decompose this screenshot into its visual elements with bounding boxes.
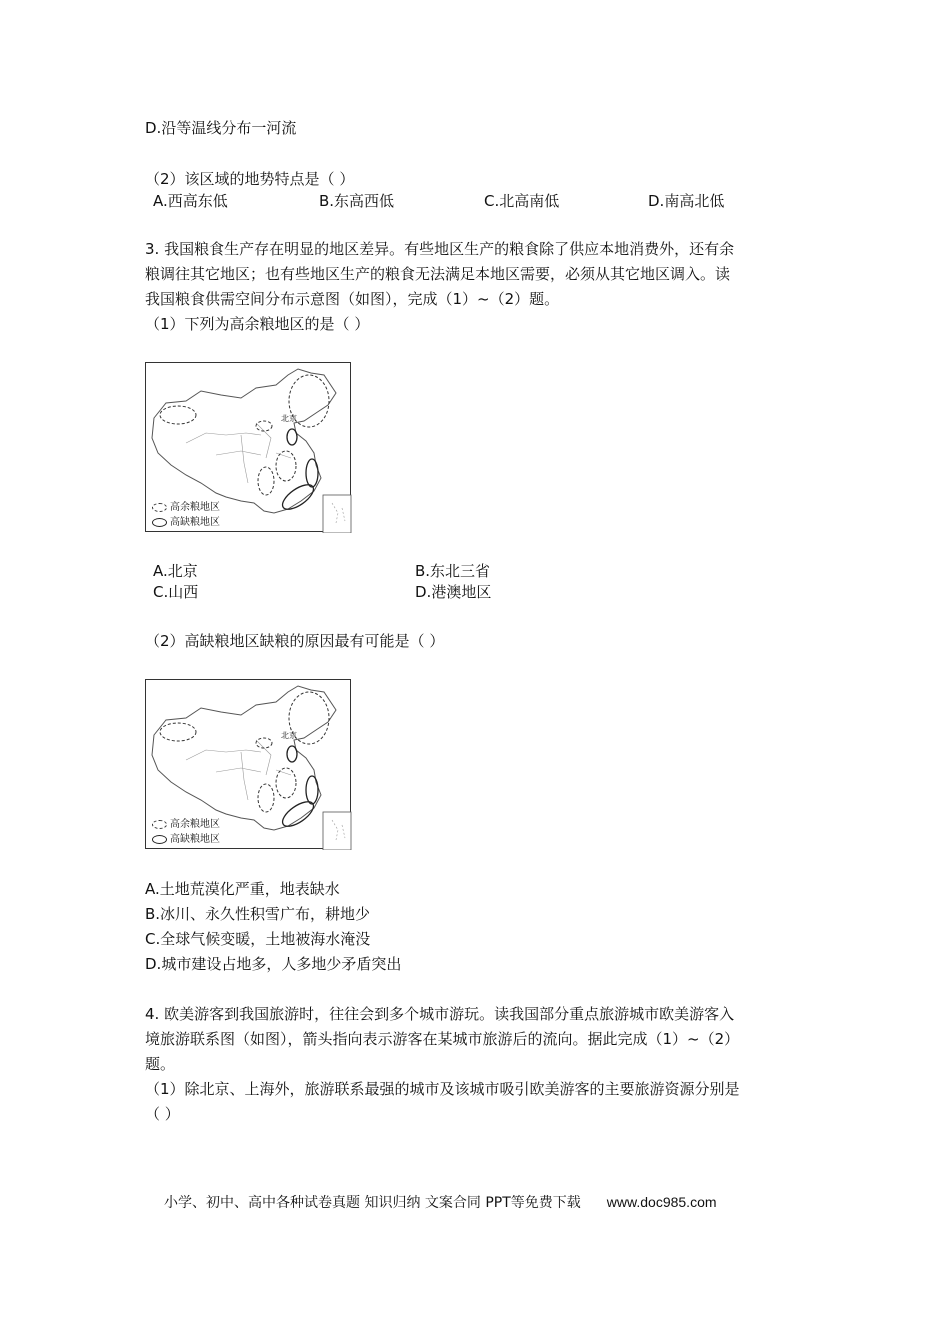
option-d-river: D.沿等温线分布一河流 (145, 119, 297, 137)
q4-sub1-line-2: （ ） (145, 1105, 180, 1123)
q3-sub1-option-d: D.港澳地区 (415, 583, 492, 601)
q3-sub2-option-c: C.全球气候变暖，土地被海水淹没 (145, 930, 371, 948)
footer-url[interactable]: www.doc985.com (606, 1194, 717, 1210)
q3-stem-line-1: 3. 我国粮食生产存在明显的地区差异。有些地区生产的粮食除了供应本地消费外，还有余 (145, 240, 735, 258)
q2-option-c: C.北高南低 (484, 192, 560, 210)
footer-text: 小学、初中、高中各种试卷真题 知识归纳 文案合同 PPT等免费下载 (164, 1195, 581, 1211)
q2-option-d: D.南高北低 (648, 192, 725, 210)
solid-oval-icon (152, 518, 167, 527)
legend-deficit-label: 高缺粮地区 (170, 834, 220, 845)
q3-sub1-option-a: A.北京 (153, 562, 198, 580)
q3-sub2-option-a: A.土地荒漠化严重，地表缺水 (145, 880, 340, 898)
legend-deficit-label: 高缺粮地区 (170, 517, 220, 528)
legend-deficit (152, 830, 220, 845)
q2-option-a: A.西高东低 (153, 192, 228, 210)
map-beijing-label: 北京 (281, 731, 297, 740)
q2-option-b: B.东高西低 (319, 192, 395, 210)
legend-surplus (152, 498, 220, 513)
q4-sub1-line-1: （1）除北京、上海外，旅游联系最强的城市及该城市吸引欧美游客的主要旅游资源分别是 (145, 1080, 740, 1098)
q3-sub1-question: （1）下列为高余粮地区的是（ ） (145, 315, 370, 333)
grain-map-1 (145, 362, 351, 532)
page-footer (164, 1192, 717, 1212)
q2-question: （2）该区域的地势特点是（ ） (145, 170, 355, 188)
dashed-oval-icon (152, 820, 167, 829)
q3-stem-line-2: 粮调往其它地区；也有些地区生产的粮食无法满足本地区需要，必须从其它地区调入。读 (145, 265, 731, 283)
q3-sub1-option-b: B.东北三省 (415, 562, 491, 580)
solid-oval-icon (152, 835, 167, 844)
q4-stem-line-3: 题。 (145, 1055, 176, 1073)
q3-sub2-question: （2）高缺粮地区缺粮的原因最有可能是（ ） (145, 632, 445, 650)
map-beijing-label: 北京 (281, 414, 297, 423)
legend-surplus (152, 815, 220, 830)
legend-surplus-label: 高余粮地区 (170, 819, 220, 830)
q4-stem-line-1: 4. 欧美游客到我国旅游时，往往会到多个城市游玩。读我国部分重点旅游城市欧美游客入 (145, 1005, 735, 1023)
q3-sub1-option-c: C.山西 (153, 583, 199, 601)
q3-sub2-option-b: B.冰川、永久性积雪广布，耕地少 (145, 905, 371, 923)
q3-stem-line-3: 我国粮食供需空间分布示意图（如图），完成（1）~（2）题。 (145, 290, 560, 308)
q4-stem-line-2: 境旅游联系图（如图），箭头指向表示游客在某城市旅游后的流向。据此完成（1）~（2） (145, 1030, 740, 1048)
dashed-oval-icon (152, 503, 167, 512)
legend-deficit (152, 513, 220, 528)
q3-sub2-option-d: D.城市建设占地多，人多地少矛盾突出 (145, 955, 402, 973)
grain-map-2 (145, 679, 351, 849)
legend-surplus-label: 高余粮地区 (170, 502, 220, 513)
